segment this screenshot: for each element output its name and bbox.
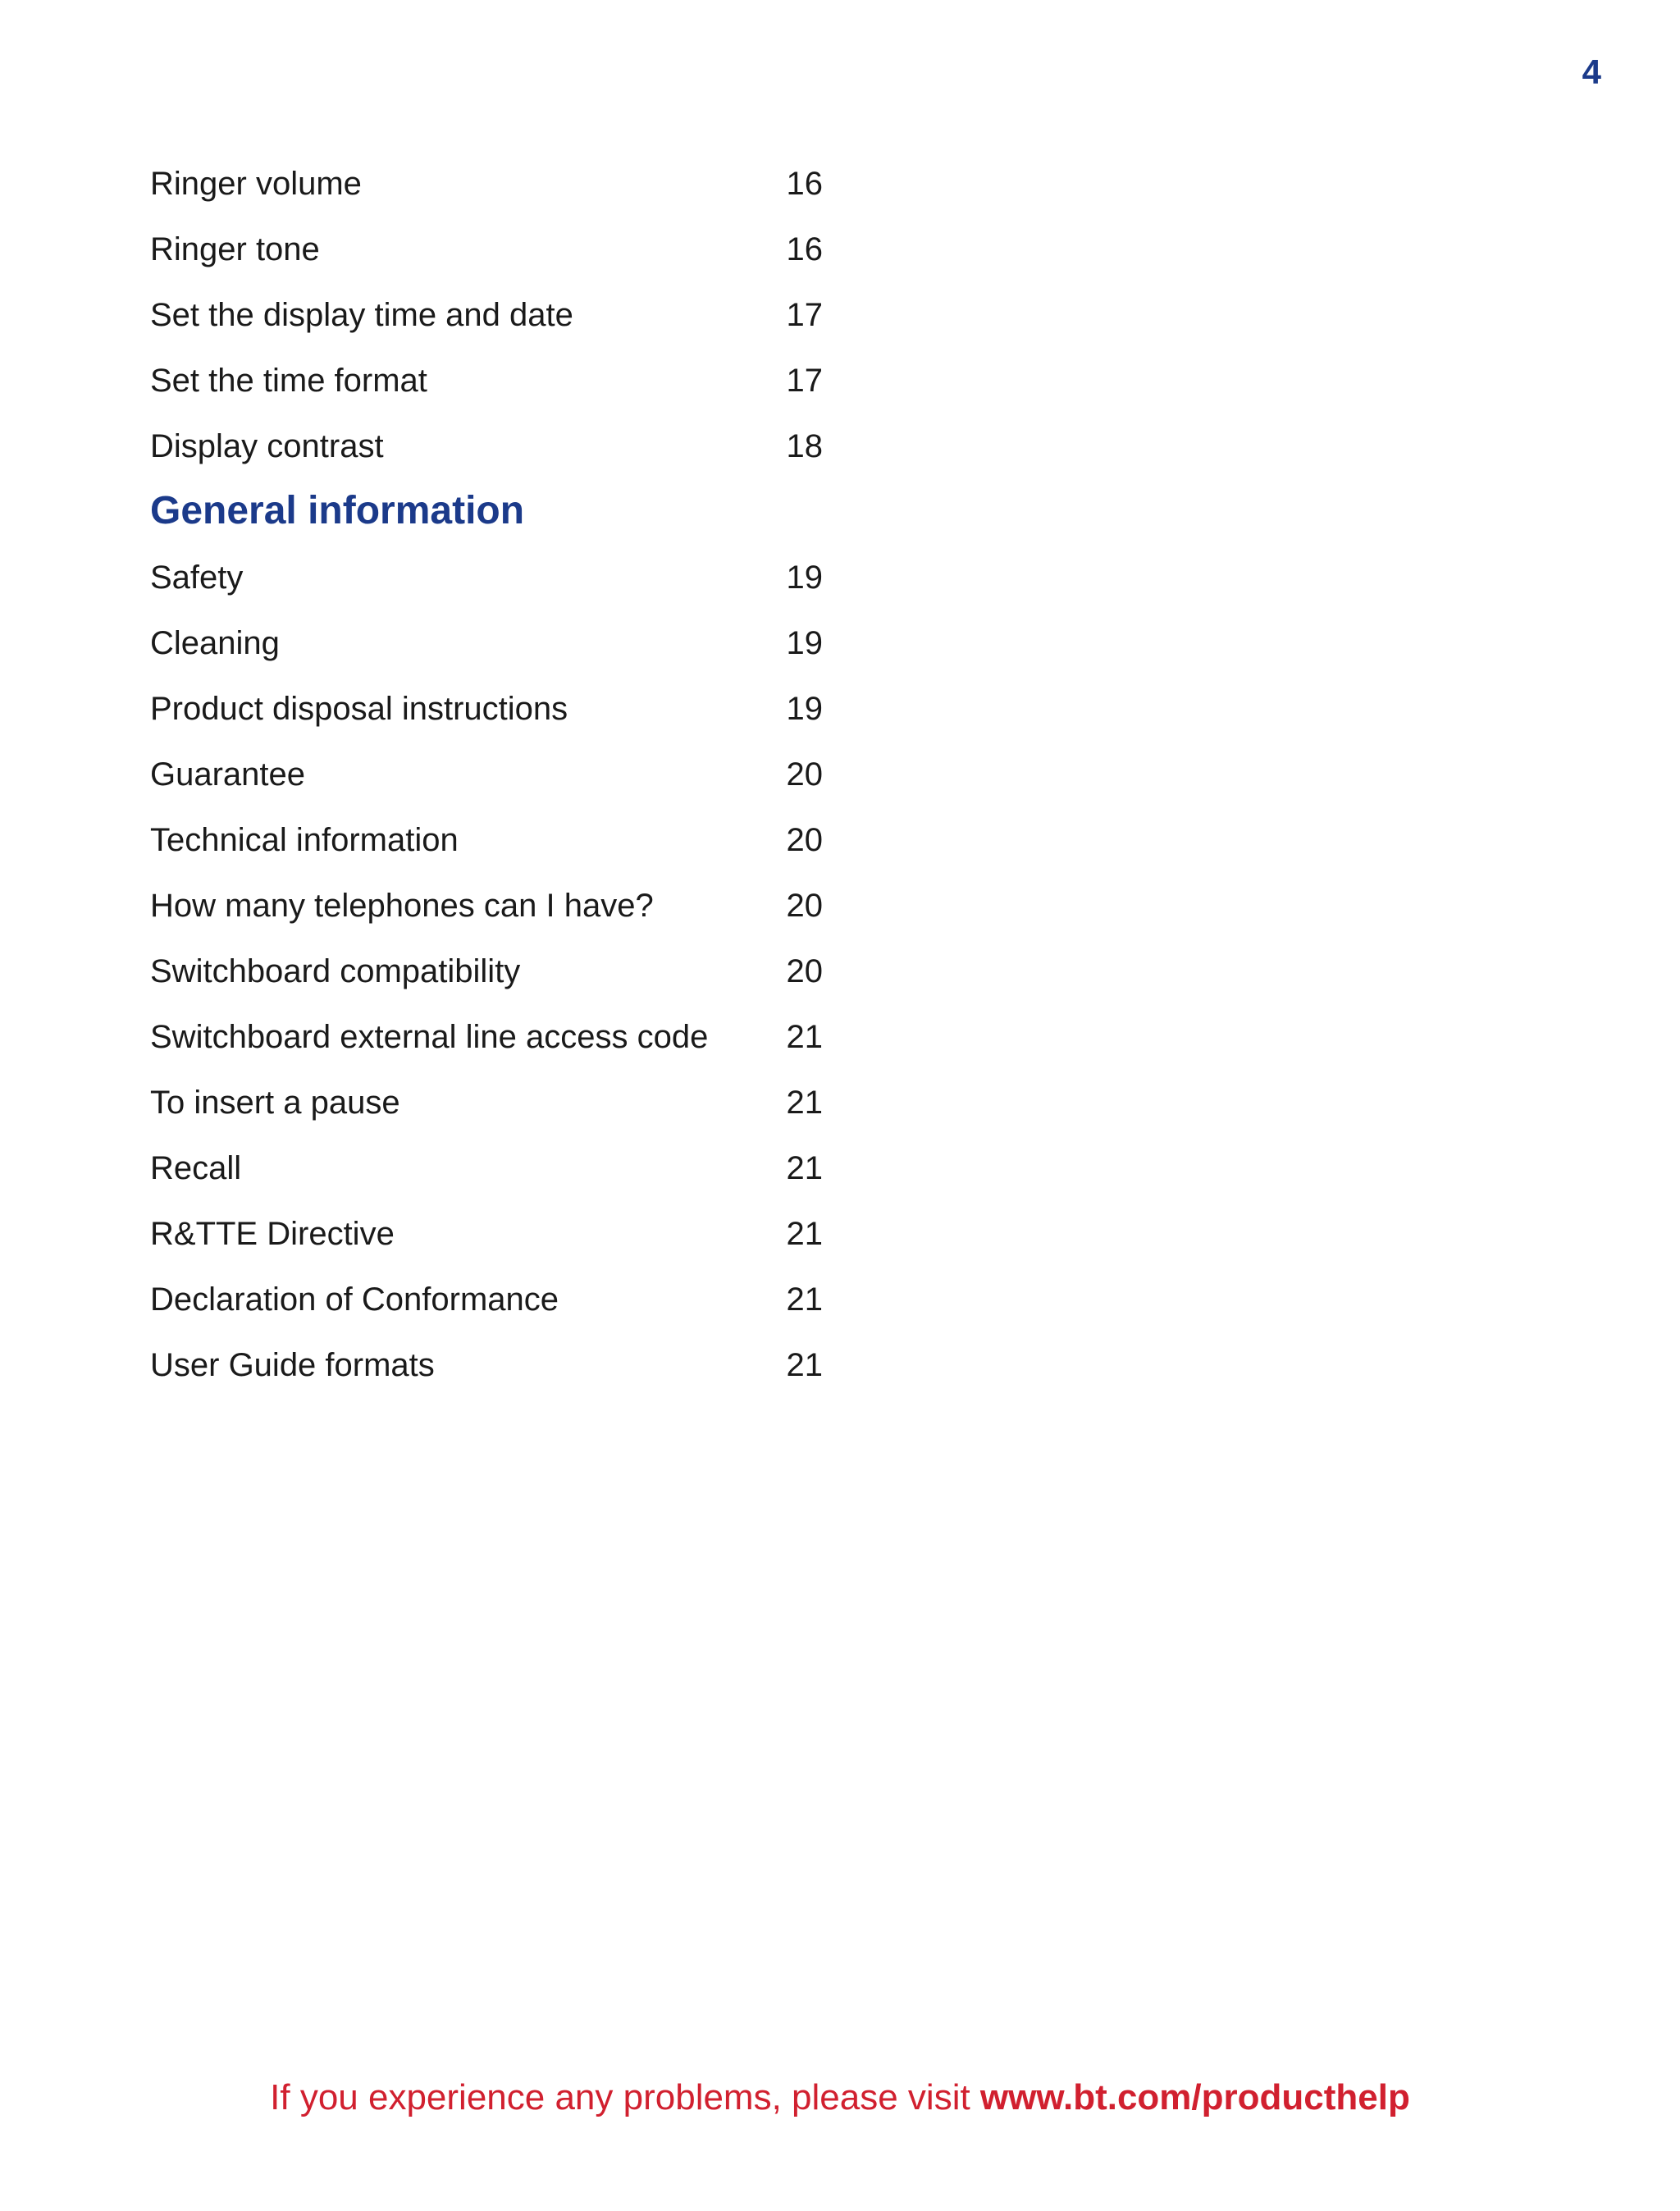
toc-entry-label: Display contrast [150, 428, 384, 464]
toc-entry[interactable] [150, 683, 823, 748]
footer-help-link[interactable]: www.bt.com/producthelp [979, 2077, 1410, 2117]
table-of-contents [150, 158, 823, 1405]
toc-entry[interactable] [150, 354, 823, 420]
toc-entry[interactable] [150, 1208, 823, 1273]
toc-entry-label: To insert a pause [150, 1085, 400, 1121]
toc-entry-page: 21 [786, 1085, 823, 1121]
toc-entry[interactable] [150, 1273, 823, 1339]
toc-entry-label: Switchboard compatibility [150, 953, 521, 989]
toc-entry-page: 21 [786, 1150, 823, 1186]
toc-entry[interactable] [150, 420, 823, 486]
toc-entry-label: Cleaning [150, 625, 280, 661]
toc-entry[interactable] [150, 748, 823, 814]
toc-entry[interactable] [150, 879, 823, 945]
page-number: 4 [1582, 53, 1601, 91]
toc-entry-label: User Guide formats [150, 1347, 435, 1383]
toc-entry-page: 21 [786, 1347, 823, 1383]
toc-entry-page: 20 [786, 953, 823, 989]
toc-entry-page: 21 [786, 1281, 823, 1318]
toc-entry-label: Recall [150, 1150, 242, 1186]
toc-entry-label: Ringer tone [150, 231, 320, 267]
section-heading: General information [150, 489, 525, 532]
toc-entry-label: Set the time format [150, 363, 427, 399]
toc-entry-page: 19 [786, 560, 823, 596]
toc-entry-label: R&TTE Directive [150, 1216, 395, 1252]
toc-entry[interactable] [150, 814, 823, 879]
toc-entry-label: Set the display time and date [150, 297, 573, 333]
toc-entry[interactable] [150, 1076, 823, 1142]
toc-entry-page: 21 [786, 1019, 823, 1055]
toc-entry[interactable] [150, 1339, 823, 1405]
toc-entry-page: 20 [786, 756, 823, 793]
toc-entry-page: 17 [786, 297, 823, 333]
toc-entry-page: 20 [786, 888, 823, 924]
toc-entry-label: Guarantee [150, 756, 306, 793]
toc-entry-label: How many telephones can I have? [150, 888, 654, 924]
toc-entry[interactable] [150, 1011, 823, 1076]
toc-entry-page: 16 [786, 166, 823, 202]
toc-entry-page: 18 [786, 428, 823, 464]
toc-entry-label: Safety [150, 560, 244, 596]
toc-entry[interactable] [150, 158, 823, 223]
toc-entry-page: 19 [786, 625, 823, 661]
toc-entry[interactable] [150, 1142, 823, 1208]
toc-entry[interactable] [150, 617, 823, 683]
toc-entry-label: Product disposal instructions [150, 691, 568, 727]
toc-entry-label: Ringer volume [150, 166, 362, 202]
toc-entry-page: 19 [786, 691, 823, 727]
toc-entry-label: Technical information [150, 822, 459, 858]
footer-text: If you experience any problems, please visit [270, 2077, 980, 2117]
toc-entry[interactable] [150, 289, 823, 354]
toc-entry-page: 17 [786, 363, 823, 399]
toc-entry-page: 16 [786, 231, 823, 267]
toc-entry[interactable] [150, 223, 823, 289]
toc-entry[interactable] [150, 945, 823, 1011]
toc-entry-page: 21 [786, 1216, 823, 1252]
toc-entry[interactable] [150, 551, 823, 617]
footer [0, 2077, 1680, 2118]
toc-entry-label: Switchboard external line access code [150, 1019, 709, 1055]
toc-entry-label: Declaration of Conformance [150, 1281, 559, 1318]
toc-entry-page: 20 [786, 822, 823, 858]
